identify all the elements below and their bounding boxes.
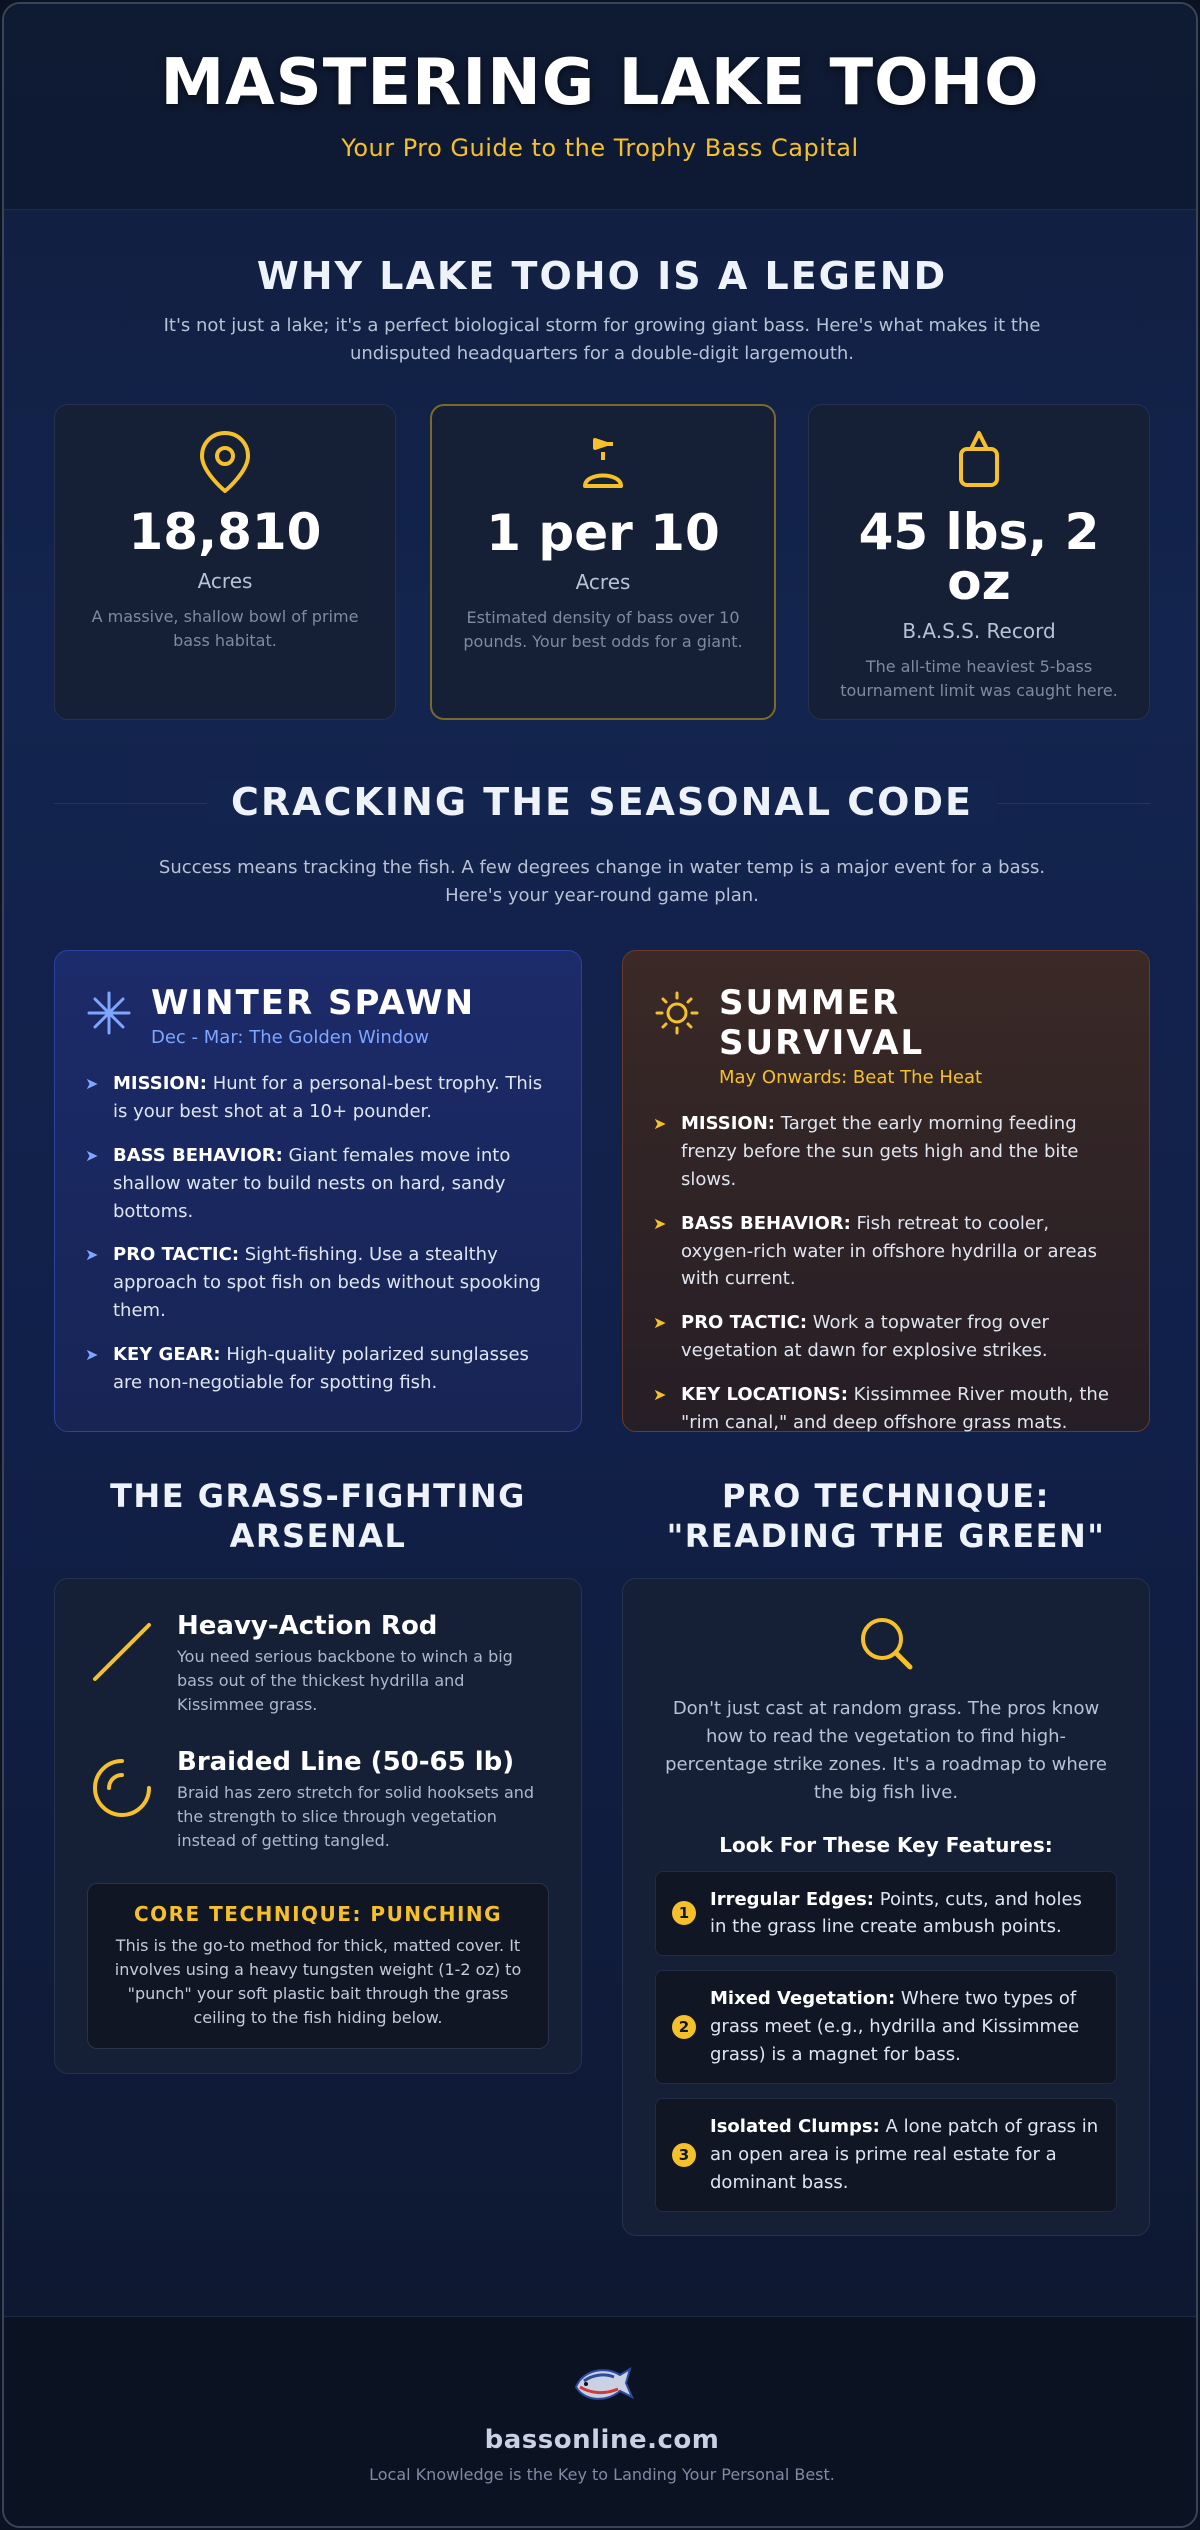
gear-description: You need serious backbone to winch a big bass out of the thickest hydrilla and Kissimmee grass. [177,1647,513,1714]
header [4,4,1196,210]
winter-header [85,983,551,1048]
features-title: Look For These Key Features: [719,1832,1053,1857]
map-pin-icon [55,429,395,495]
list-item [85,1070,551,1126]
list-item [85,1142,551,1226]
feature-text: Where two types of grass meet (e.g., hydrilla and Kissimmee grass) is a magnet for bass. [710,1988,1080,2066]
tip-text: Hunt for a personal-best trophy. This is your best shot at a 10+ pounder. [113,1073,543,1122]
arrow-icon: ➤ [85,1345,99,1365]
winter-card [54,950,582,1432]
winter-tips [85,1070,551,1397]
tip-label: MISSION: [681,1113,775,1134]
feature-label: Irregular Edges: [710,1888,875,1910]
list-item [655,1970,1117,2084]
magnifier-icon [655,1613,1117,1677]
site-name: bassonline.com [484,2425,720,2455]
feature-text: A lone patch of grass in an open area is prime real estate for a dominant bass. [710,2116,1099,2193]
stat-card-record [808,404,1150,720]
list-item [655,1871,1117,1957]
stat-card-acres [54,404,396,720]
tip-text: High-quality polarized sunglasses are non-negotiable for spotting fish. [113,1344,529,1394]
page-title: MASTERING LAKE TOHO [160,46,1040,120]
tip-text: Work a topwater frog over vegetation at dawn for explosive strikes. [681,1312,1049,1362]
tip-text: Fish retreat to cooler, oxygen-rich water in offshore hydrilla or areas with current. [681,1212,1098,1290]
list-item [653,1381,1119,1437]
winter-title: WINTER SPAWN [151,983,476,1023]
arrow-icon: ➤ [85,1074,99,1093]
seasonal-title: CRACKING THE SEASONAL CODE [207,780,997,824]
arrow-icon: ➤ [653,1114,667,1133]
gear-name: Heavy-Action Rod [177,1611,438,1641]
feature-text: Points, cuts, and holes in the grass line create ambush points. [710,1888,1082,1938]
gear-item-line [87,1747,549,1853]
tip-text: Sight-fishing. Use a stealthy approach to spot fish on beds without spooking them. [113,1244,541,1322]
tip-text: Giant females move into shallow water to build nests on hard, sandy bottoms. [113,1144,511,1222]
stat-value: 18,810 [128,503,322,561]
legend-title: WHY LAKE TOHO IS A LEGEND [256,254,948,298]
infographic-page [2,2,1198,2528]
snowflake-icon [85,989,133,1037]
line-spool-icon [87,1753,157,1823]
weight-icon [809,429,1149,495]
list-item [653,1210,1119,1294]
feature-label: Isolated Clumps: [710,2116,880,2138]
footer-tagline: Local Knowledge is the Key to Landing Your Personal Best. [369,2465,835,2484]
core-technique-box [87,1883,549,2049]
summer-card [622,950,1150,1432]
summer-tips [653,1110,1119,1437]
arrow-icon: ➤ [653,1213,667,1233]
tip-text: Target the early morning feeding frenzy before the sun gets high and the bite slows. [681,1113,1079,1190]
list-item [85,1341,551,1397]
footer [4,2316,1198,2528]
arsenal-panel [54,1578,582,2074]
arrow-icon: ➤ [85,1245,99,1265]
reading-intro: Don't just cast at random grass. The pros know how to read the vegetation to find high-percentage strike zones. It's a roadmap to where the big fish live. [665,1698,1107,1803]
tip-label: BASS BEHAVIOR: [113,1144,283,1166]
arsenal-title: THE GRASS-FIGHTING ARSENAL [110,1477,526,1555]
stats-row [54,404,1150,720]
legend-intro: It's not just a lake; it's a perfect biological storm for growing giant bass. Here's what makes it the undisputed headquarters for a double-digit largemouth. [163,315,1041,364]
reading-title: PRO TECHNIQUE: "READING THE GREEN" [666,1477,1106,1555]
page-subtitle: Your Pro Guide to the Trophy Bass Capital [341,134,859,162]
tip-label: KEY GEAR: [113,1344,221,1366]
stat-card-density [430,404,776,720]
reading-panel [622,1578,1150,2236]
tip-label: MISSION: [113,1073,207,1094]
feature-label: Mixed Vegetation: [710,1988,896,2010]
core-technique-title: CORE TECHNIQUE: PUNCHING [133,1902,503,1926]
summer-title: SUMMER SURVIVAL [719,983,925,1063]
list-item [653,1110,1119,1194]
fish-icon [432,430,774,496]
list-item [653,1309,1119,1365]
stat-value: 1 per 10 [486,504,720,562]
feature-number: 3 [672,2143,696,2167]
seasonal-intro: Success means tracking the fish. A few degrees change in water temp is a major event for a bass. Here's your year-round game plan. [158,857,1046,906]
bass-logo [4,2357,1198,2409]
list-item [85,1241,551,1325]
gear-item-rod [87,1611,549,1717]
winter-window: Dec - Mar: The Golden Window [151,1027,429,1048]
feature-number: 2 [672,2015,696,2039]
legend-section [4,254,1198,368]
list-item [655,2098,1117,2212]
stat-description: A massive, shallow bowl of prime bass habitat. [91,607,359,650]
summer-window: May Onwards: Beat The Heat [719,1067,983,1088]
core-technique-text: This is the go-to method for thick, matted cover. It involves using a heavy tungsten weight (1-2 oz) to "punch" your soft plastic bait through the grass ceiling to the fish hiding below. [114,1936,522,2027]
seasonal-title-wrap [4,780,1198,824]
summer-header [653,983,1119,1088]
gear-name: Braided Line (50-65 lb) [177,1747,515,1777]
tip-label: KEY LOCATIONS: [681,1384,848,1406]
stat-description: Estimated density of bass over 10 pounds. Your best odds for a giant. [463,608,743,651]
feature-number: 1 [672,1901,696,1925]
stat-description: The all-time heaviest 5-bass tournament limit was caught here. [840,657,1118,700]
seasonal-intro-wrap [4,854,1198,910]
arrow-icon: ➤ [653,1313,667,1333]
rod-icon [87,1617,157,1687]
stat-value: 45 lbs, 2 oz [858,503,1100,611]
arrow-icon: ➤ [85,1145,99,1165]
tip-text: Kissimmee River mouth, the "rim canal," and deep offshore grass mats. [681,1384,1109,1434]
stat-unit: Acres [197,569,253,593]
stat-unit: Acres [575,570,631,594]
tip-label: PRO TACTIC: [681,1312,808,1334]
tip-label: BASS BEHAVIOR: [681,1212,851,1234]
arrow-icon: ➤ [653,1385,667,1405]
sun-icon [653,989,701,1037]
stat-unit: B.A.S.S. Record [902,619,1056,643]
tip-label: PRO TACTIC: [113,1244,240,1266]
gear-description: Braid has zero stretch for solid hooksets and the strength to slice through vegetation instead of getting tangled. [177,1783,535,1850]
